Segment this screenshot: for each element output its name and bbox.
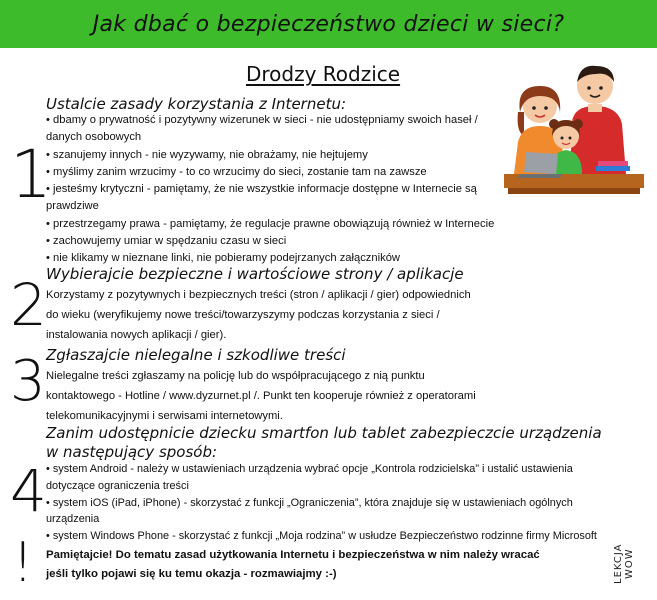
final-note-line: jeśli tylko pojawi się ku temu okazja - rozmawiajmy :-) [46, 568, 337, 580]
section-title-4 [46, 424, 602, 462]
final-note [46, 546, 540, 584]
section-3-line: kontaktowego - Hotline / www.dyzurnet.pl /. Punkt ten kooperuje również z operatorami [46, 390, 476, 402]
section-body-3 [46, 366, 476, 426]
section-number-2: 2 [10, 271, 47, 339]
section-2-line: Korzystamy z pozytywnych i bezpiecznych treści (stron / aplikacji / gier) odpowiednich [46, 289, 471, 301]
laptop [524, 152, 558, 174]
section-1-line: prawdziwe [46, 200, 99, 213]
section-1-line: • nie klikamy w nieznane linki, nie pobieramy podejrzanych załączników [46, 252, 401, 265]
section-1-line: • zachowujemy umiar w spędzaniu czasu w sieci [46, 235, 287, 248]
title-banner [0, 0, 657, 48]
section-1-line: danych osobowych [46, 131, 142, 144]
section-4-line: urządzenia [46, 513, 100, 526]
section-body-1 [46, 112, 494, 268]
section-2-line: instalowania nowych aplikacji / gier). [46, 329, 227, 341]
family-laptop-illustration [500, 62, 650, 210]
section-body-2 [46, 285, 471, 345]
page-title: Jak dbać o bezpieczeństwo dzieci w sieci? [92, 11, 565, 37]
books [596, 166, 630, 171]
section-4-line: • system Android - należy w ustawieniach urządzenia wybrać opcje „Kontrola rodzicielska” i ustalić ustawienia [46, 463, 573, 475]
section-2-line: do wieku (weryfikujemy nowe treści/towarzyszymy podczas korzystania z sieci / [46, 309, 440, 321]
section-3-line: Nielegalne treści zgłaszamy na policję lub do współpracującego z nią punktu [46, 370, 425, 382]
subtitle: Drodzy Rodzice [246, 62, 401, 86]
section-number-3: 3 [10, 349, 46, 414]
section-1-line: • myślimy zanim wrzucimy - to co wrzucimy do sieci, zostanie tam na zawsze [46, 165, 427, 178]
lekcja-wow-logo: LEKCJA WOW [613, 543, 635, 585]
section-title-4-line: w następujący sposób: [46, 443, 218, 461]
section-title-2: Wybierajcie bezpieczne i wartościowe strony / aplikacje [46, 265, 464, 283]
section-title-4-line: Zanim udostępnicie dziecku smartfon lub tablet zabezpieczcie urządzenia [46, 424, 602, 442]
section-3-line: telekomunikacyjnymi i serwisami internetowymi. [46, 410, 283, 422]
section-4-line: • system iOS (iPad, iPhone) - skorzystać z funkcji „Ograniczenia”, która znajduje się w ustawieniach ogólnych [46, 496, 573, 509]
section-number-1: 1 [10, 136, 52, 213]
exclamation-mark: ! [12, 531, 34, 594]
final-note-line: Pamiętajcie! Do tematu zasad użytkowania Internetu i bezpieczeństwa w nim należy wracać [46, 549, 540, 561]
section-title-3: Zgłaszajcie nielegalne i szkodliwe treści [46, 346, 346, 364]
section-1-line: • szanujemy innych - nie wyzywamy, nie obrażamy, nie hejtujemy [46, 148, 368, 161]
section-body-4 [46, 461, 597, 545]
section-4-line: dotyczące ograniczenia treści [46, 479, 189, 492]
section-1-line: • przestrzegamy prawa - pamiętamy, że regulacje prawne obowiązują również w Internecie [46, 217, 495, 230]
section-4-line: • system Windows Phone - skorzystać z funkcji „Moja rodzina” w usłudze Bezpieczeństwo rodzinne firmy Microsoft [46, 530, 597, 543]
section-number-4: 4 [10, 457, 47, 525]
section-1-line: • jesteśmy krytyczni - pamiętamy, że nie wszystkie informacje dostępne w Internecie są [46, 183, 477, 196]
section-1-line: • dbamy o prywatność i pozytywny wizerunek w sieci - nie udostępniamy swoich haseł / [46, 114, 478, 126]
section-title-1: Ustalcie zasady korzystania z Internetu: [46, 95, 347, 113]
